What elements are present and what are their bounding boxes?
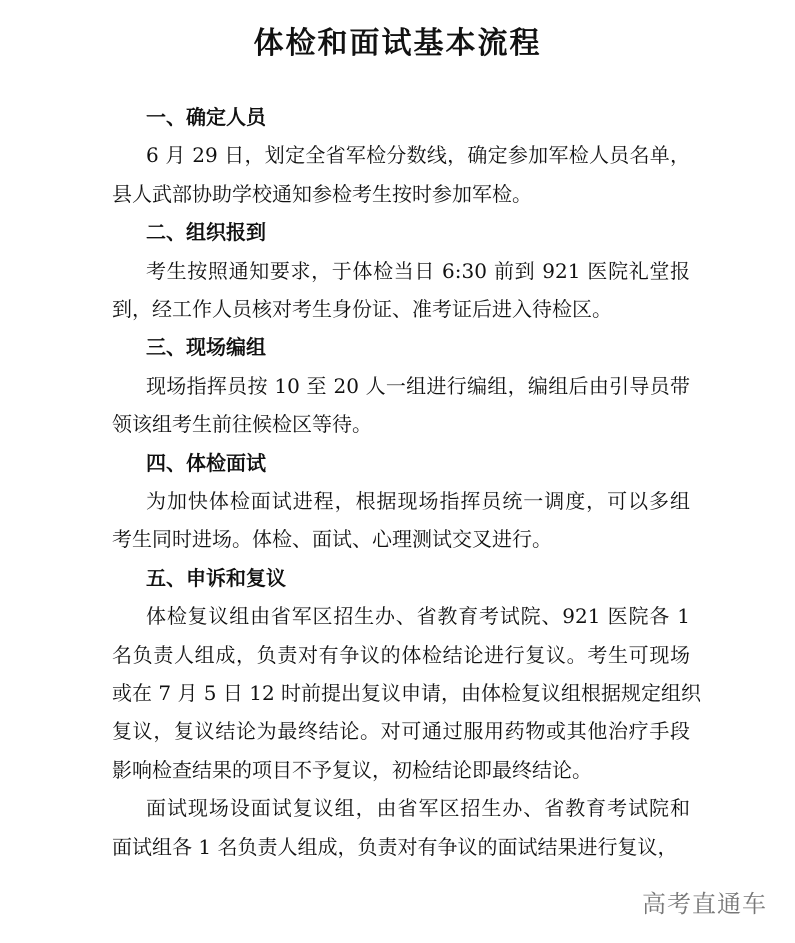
paragraph-line: 县人武部协助学校通知参检考生按时参加军检。 (112, 181, 532, 206)
paragraph-line: 面试现场设面试复议组，由省军区招生办、省教育考试院和 (146, 796, 690, 821)
section-heading: 五、申诉和复议 (146, 565, 286, 590)
watermark: 高考直通车 (642, 890, 767, 918)
paragraph-line: 现场指挥员按 10 至 20 人一组进行编组，编组后由引导员带 (146, 373, 690, 398)
paragraph-line: 考生同时进场。体检、面试、心理测试交叉进行。 (112, 527, 552, 552)
paragraph-line: 6 月 29 日，划定全省军检分数线，确定参加军检人员名单， (146, 143, 690, 168)
section-heading: 三、现场编组 (146, 335, 266, 360)
paragraph-line: 领该组考生前往候检区等待。 (112, 412, 372, 437)
section-heading: 四、体检面试 (146, 450, 266, 475)
paragraph-line: 为加快体检面试进程，根据现场指挥员统一调度，可以多组 (146, 489, 690, 513)
paragraph-line: 名负责人组成，负责对有争议的体检结论进行复议。考生可现场 (112, 642, 690, 667)
paragraph-line: 到，经工作人员核对考生身份证、准考证后进入待检区。 (112, 297, 612, 321)
section-heading: 二、组织报到 (146, 220, 266, 245)
paragraph-line: 体检复议组由省军区招生办、省教育考试院、921 医院各 1 (146, 604, 690, 629)
paragraph-line: 影响检查结果的项目不予复议，初检结论即最终结论。 (112, 757, 592, 782)
paragraph-line: 复议，复议结论为最终结论。对可通过服用药物或其他治疗手段 (112, 719, 690, 744)
section-heading: 一、确定人员 (146, 105, 266, 129)
paragraph-line: 或在 7 月 5 日 12 时前提出复议申请，由体检复议组根据规定组织 (112, 681, 702, 705)
paragraph-line: 面试组各 1 名负责人组成，负责对有争议的面试结果进行复议， (112, 834, 678, 859)
page-title: 体检和面试基本流程 (253, 26, 542, 61)
paragraph-line: 考生按照通知要求，于体检当日 6:30 前到 921 医院礼堂报 (146, 258, 690, 283)
